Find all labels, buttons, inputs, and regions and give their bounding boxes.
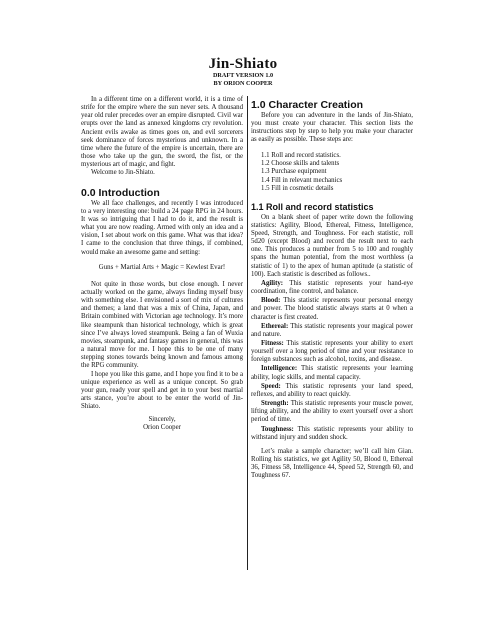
step-item: 1.5 Fill in cosmetic details (261, 185, 334, 193)
stat-strength (251, 400, 413, 424)
stat-name: Strength: (261, 400, 289, 408)
roll-statistics-heading: 1.1 Roll and record statistics (251, 201, 374, 212)
stat-desc: This statistic represents your ability to withstand injury and sudden shock. (251, 425, 413, 441)
step-item: 1.4 Fill in relevant mechanics (261, 176, 343, 184)
roll-paragraph: On a blank sheet of paper write down the following statistics: Agility, Blood, Ethereal, Fitness, Intelligence, Speed, Strength, and Toughness. For each statistic, roll 5d20 (except Blood) and record the result next to each one. This produces a number from 5 to 100 and roughly spans the human potential, from the most worthless (a statistic of 1) to the apex of human aptitude (a statistic of 100). Each statistic is described as follows.. (251, 213, 413, 278)
step-item: 1.1 Roll and record statistics. (261, 151, 341, 159)
stat-fitness (251, 340, 413, 364)
stat-name: Blood: (261, 297, 281, 305)
stat-toughness (251, 426, 413, 442)
stat-desc: This statistic represents your magical power and nature. (251, 322, 413, 338)
stat-desc: This statistic represents your hand-eye coordination, fine control, and balance. (251, 279, 413, 296)
stat-name: Ethereal: (261, 322, 289, 330)
stat-desc: This statistic represents your personal energy and power. The blood statistic always starts at 0 when a character is first created. (251, 297, 413, 321)
example-paragraph: Let’s make a sample character; we’ll call him Gian. Rolling his statistics, we get Agility 50, Blood 0, Ethereal 36, Fitness 58, Intelligence 44, Speed 52, Strength 60, and Toughness 67. (251, 447, 413, 480)
formula-line: Guns + Martial Arts + Magic = Kewlest Evar! (98, 263, 226, 271)
welcome-line: Welcome to Jin-Shiato. (91, 169, 155, 177)
step-item: 1.2 Choose skills and talents (261, 160, 340, 168)
stat-desc: This statistic represents your learning ability, logic skills, and mental capacity. (251, 365, 413, 381)
stat-intelligence (251, 365, 413, 381)
intro-paragraph: In a different time on a different world, it is a time of strife for the empire where the sun never sets. A thousand year old ruler precedes over an empire disrupted. Civil war erupts over the land as annexed kingdoms cry revolution. Ancient evils awake as times goes on, and evil sorcerers seek dominance of forces mysterious and unknown. In a time where the future of the empire is uncertain, there are those who take up the gun, the sword, the fist, or the mysterious art of magic, and fight. (81, 96, 243, 169)
creation-paragraph: Before you can adventure in the lands of Jin-Shiato, you must create your character. This section lists the instructions step by step to help you make your character as easily as possible. These steps are: (251, 112, 413, 144)
stat-desc: This statistic represents your land speed, reflexes, and ability to react quickly. (251, 382, 413, 398)
stat-name: Fitness: (261, 340, 284, 347)
stat-ethereal (251, 323, 413, 339)
introduction-paragraph: We all face challenges, and recently I was introduced to a very interesting one: build a 24 page RPG in 24 hours. It was so intriguing that I had to do it, and the result is what you are now reading. Armed with only an idea and a vision, I set about work on this game. What was that idea? I came to the conclusion that three things, if combined, would make an awesome game and setting: (81, 199, 243, 256)
stat-name: Toughness: (261, 425, 294, 433)
author-line: BY ORION COOPER (213, 80, 273, 87)
title-block (0, 56, 486, 88)
stat-name: Intelligence: (261, 365, 298, 373)
closing-line: Sincerely, (148, 416, 176, 424)
introduction-paragraph-3: I hope you like this game, and I hope you find it to be a unique experience as well as a unique concept. So grab your gun, ready your spell and get in to your best martial arts stance, you’re about to be enter the world of Jin-Shiato. (81, 370, 243, 411)
signature: Orion Cooper (143, 424, 181, 432)
stat-name: Speed: (261, 382, 281, 390)
stat-desc: This statistic represents your muscle power, lifting ability, and the ability to exert yourself over a short period of time. (251, 400, 413, 424)
stat-desc: This statistic represents your ability to exert yourself over a long period of time and your resistance to foreign substances such as alcohol, toxins, and disease. (251, 340, 413, 364)
introduction-paragraph-2: Not quite in those words, but close enough. I never actually worked on the game, always finding myself busy with something else. I envisioned a sort of mix of cultures and themes; a land that was a mix of China, Japan, and Britain combined with Victorian age technology. It’s more like steampunk than historical technology, which is great since I’ve always loved steampunk. Being a fan of Wuxia movies, steampunk, and fantasy games in general, this was a natural move for me. I hope this to be one of many stepping stones towards being known and famous among the RPG community. (81, 280, 243, 370)
right-column (251, 96, 413, 481)
stat-speed (251, 383, 413, 399)
steps-list (261, 152, 413, 194)
character-creation-heading: 1.0 Character Creation (251, 99, 364, 111)
step-item: 1.3 Purchase equipment (261, 168, 327, 176)
introduction-heading: 0.0 Introduction (81, 186, 160, 199)
column-divider (247, 96, 248, 570)
stat-blood (251, 297, 413, 321)
stat-name: Agility: (261, 279, 284, 287)
stat-agility (251, 280, 413, 296)
version-line: DRAFT VERSION 1.0 (212, 72, 274, 79)
left-column (81, 96, 243, 433)
document-title: Jin-Shiato (208, 56, 278, 72)
